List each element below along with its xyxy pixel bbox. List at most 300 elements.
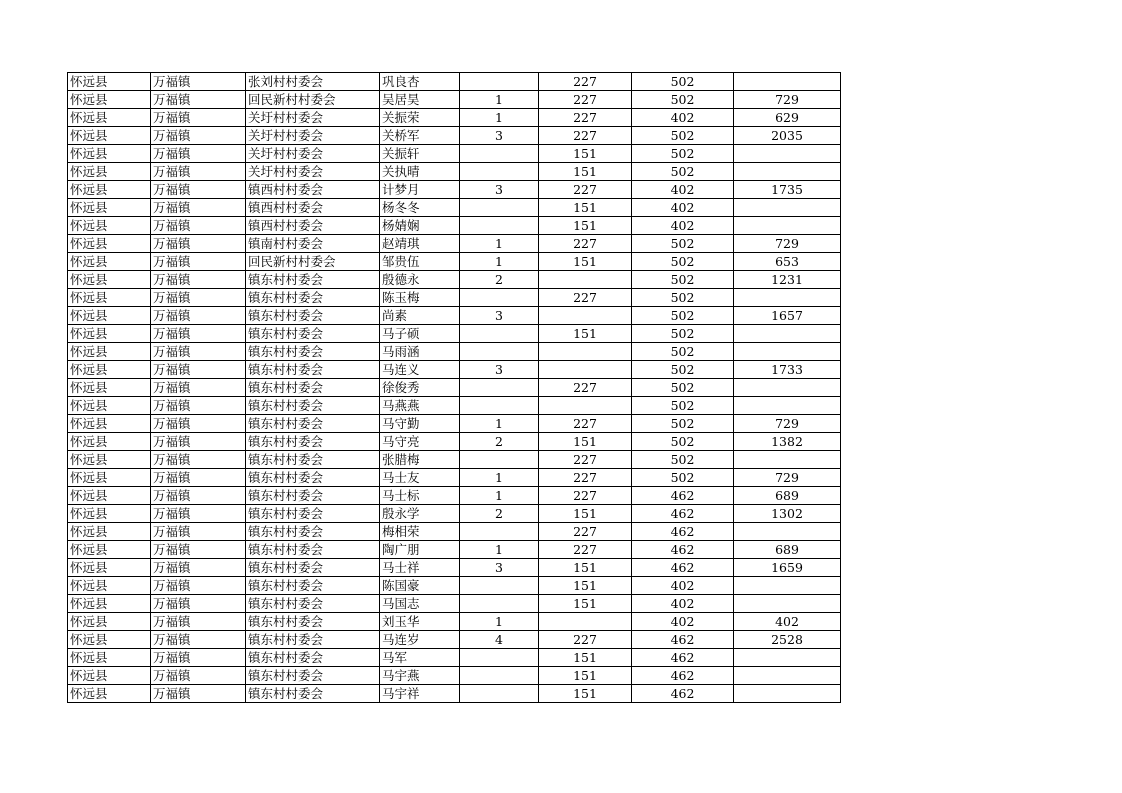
value-a-cell: 227 (539, 379, 632, 397)
county-cell: 怀远县 (68, 145, 151, 163)
village-cell: 镇东村村委会 (246, 559, 380, 577)
table-row (68, 379, 841, 397)
value-b-cell: 502 (632, 127, 734, 145)
village-cell: 镇东村村委会 (246, 541, 380, 559)
name-cell: 陶广朋 (380, 541, 460, 559)
town-cell: 万福镇 (151, 235, 246, 253)
name-cell: 马雨涵 (380, 343, 460, 361)
town-cell: 万福镇 (151, 163, 246, 181)
county-cell: 怀远县 (68, 325, 151, 343)
count-cell: 3 (460, 127, 539, 145)
count-cell: 3 (460, 559, 539, 577)
count-cell (460, 667, 539, 685)
name-cell: 马士友 (380, 469, 460, 487)
name-cell: 张腊梅 (380, 451, 460, 469)
town-cell: 万福镇 (151, 577, 246, 595)
value-b-cell: 402 (632, 613, 734, 631)
total-cell: 729 (734, 469, 841, 487)
value-b-cell: 402 (632, 199, 734, 217)
village-cell: 回民新村村委会 (246, 91, 380, 109)
value-a-cell: 227 (539, 541, 632, 559)
total-cell: 1659 (734, 559, 841, 577)
name-cell: 马士祥 (380, 559, 460, 577)
count-cell: 2 (460, 505, 539, 523)
town-cell: 万福镇 (151, 361, 246, 379)
count-cell: 1 (460, 415, 539, 433)
value-a-cell: 151 (539, 595, 632, 613)
town-cell: 万福镇 (151, 379, 246, 397)
village-cell: 镇西村村委会 (246, 217, 380, 235)
name-cell: 吴居昊 (380, 91, 460, 109)
value-a-cell: 227 (539, 127, 632, 145)
total-cell: 629 (734, 109, 841, 127)
name-cell: 马守勤 (380, 415, 460, 433)
name-cell: 杨婧娴 (380, 217, 460, 235)
count-cell (460, 145, 539, 163)
total-cell (734, 451, 841, 469)
total-cell (734, 523, 841, 541)
value-a-cell: 227 (539, 631, 632, 649)
town-cell: 万福镇 (151, 145, 246, 163)
count-cell: 2 (460, 271, 539, 289)
county-cell: 怀远县 (68, 361, 151, 379)
value-b-cell: 502 (632, 361, 734, 379)
table-row (68, 181, 841, 199)
village-cell: 镇东村村委会 (246, 577, 380, 595)
town-cell: 万福镇 (151, 559, 246, 577)
value-b-cell: 502 (632, 235, 734, 253)
name-cell: 关桥军 (380, 127, 460, 145)
county-cell: 怀远县 (68, 397, 151, 415)
total-cell (734, 217, 841, 235)
table-row (68, 451, 841, 469)
count-cell (460, 685, 539, 703)
county-cell: 怀远县 (68, 685, 151, 703)
value-a-cell (539, 343, 632, 361)
value-a-cell: 151 (539, 145, 632, 163)
value-b-cell: 502 (632, 433, 734, 451)
total-cell (734, 577, 841, 595)
total-cell (734, 343, 841, 361)
town-cell: 万福镇 (151, 271, 246, 289)
name-cell: 关振荣 (380, 109, 460, 127)
village-cell: 镇东村村委会 (246, 631, 380, 649)
count-cell: 3 (460, 307, 539, 325)
value-b-cell: 502 (632, 307, 734, 325)
name-cell: 马连义 (380, 361, 460, 379)
total-cell (734, 145, 841, 163)
value-a-cell: 151 (539, 649, 632, 667)
table-row (68, 469, 841, 487)
value-b-cell: 462 (632, 487, 734, 505)
value-a-cell: 151 (539, 199, 632, 217)
value-a-cell: 151 (539, 217, 632, 235)
name-cell: 计梦月 (380, 181, 460, 199)
total-cell (734, 199, 841, 217)
village-cell: 镇东村村委会 (246, 361, 380, 379)
village-cell: 镇东村村委会 (246, 289, 380, 307)
county-cell: 怀远县 (68, 343, 151, 361)
village-cell: 镇东村村委会 (246, 595, 380, 613)
town-cell: 万福镇 (151, 289, 246, 307)
value-b-cell: 502 (632, 289, 734, 307)
town-cell: 万福镇 (151, 343, 246, 361)
town-cell: 万福镇 (151, 307, 246, 325)
total-cell: 653 (734, 253, 841, 271)
total-cell: 2528 (734, 631, 841, 649)
name-cell: 梅相荣 (380, 523, 460, 541)
village-cell: 镇东村村委会 (246, 487, 380, 505)
village-cell: 镇东村村委会 (246, 667, 380, 685)
value-b-cell: 462 (632, 541, 734, 559)
county-cell: 怀远县 (68, 73, 151, 91)
value-b-cell: 502 (632, 451, 734, 469)
town-cell: 万福镇 (151, 469, 246, 487)
village-cell: 镇东村村委会 (246, 307, 380, 325)
table-row (68, 577, 841, 595)
value-a-cell (539, 361, 632, 379)
name-cell: 刘玉华 (380, 613, 460, 631)
table-row (68, 649, 841, 667)
value-b-cell: 502 (632, 469, 734, 487)
village-cell: 镇南村村委会 (246, 235, 380, 253)
total-cell: 402 (734, 613, 841, 631)
village-cell: 镇东村村委会 (246, 343, 380, 361)
count-cell: 3 (460, 361, 539, 379)
count-cell (460, 199, 539, 217)
value-a-cell: 151 (539, 433, 632, 451)
village-cell: 关圩村村委会 (246, 127, 380, 145)
name-cell: 徐俊秀 (380, 379, 460, 397)
table-row (68, 505, 841, 523)
count-cell: 1 (460, 541, 539, 559)
village-cell: 镇东村村委会 (246, 685, 380, 703)
town-cell: 万福镇 (151, 685, 246, 703)
total-cell (734, 667, 841, 685)
table-row (68, 91, 841, 109)
count-cell (460, 649, 539, 667)
county-cell: 怀远县 (68, 307, 151, 325)
table-row (68, 253, 841, 271)
value-b-cell: 462 (632, 523, 734, 541)
county-cell: 怀远县 (68, 649, 151, 667)
county-cell: 怀远县 (68, 199, 151, 217)
county-cell: 怀远县 (68, 235, 151, 253)
town-cell: 万福镇 (151, 649, 246, 667)
table-row (68, 343, 841, 361)
county-cell: 怀远县 (68, 469, 151, 487)
value-b-cell: 502 (632, 163, 734, 181)
county-cell: 怀远县 (68, 217, 151, 235)
name-cell: 杨冬冬 (380, 199, 460, 217)
table-row (68, 235, 841, 253)
value-b-cell: 462 (632, 559, 734, 577)
name-cell: 陈玉梅 (380, 289, 460, 307)
total-cell (734, 685, 841, 703)
value-a-cell: 227 (539, 469, 632, 487)
county-cell: 怀远县 (68, 181, 151, 199)
name-cell: 关执晴 (380, 163, 460, 181)
name-cell: 马子硕 (380, 325, 460, 343)
count-cell (460, 217, 539, 235)
town-cell: 万福镇 (151, 667, 246, 685)
value-a-cell (539, 397, 632, 415)
table-row (68, 523, 841, 541)
county-cell: 怀远县 (68, 163, 151, 181)
value-a-cell: 227 (539, 91, 632, 109)
table-row (68, 271, 841, 289)
village-cell: 镇东村村委会 (246, 505, 380, 523)
value-b-cell: 462 (632, 631, 734, 649)
total-cell: 2035 (734, 127, 841, 145)
count-cell (460, 451, 539, 469)
town-cell: 万福镇 (151, 199, 246, 217)
county-cell: 怀远县 (68, 667, 151, 685)
table-row (68, 109, 841, 127)
value-a-cell: 151 (539, 559, 632, 577)
table-row (68, 685, 841, 703)
table-row (68, 613, 841, 631)
name-cell: 马宇祥 (380, 685, 460, 703)
table-row (68, 361, 841, 379)
village-cell: 镇西村村委会 (246, 199, 380, 217)
count-cell: 1 (460, 91, 539, 109)
total-cell (734, 649, 841, 667)
name-cell: 马国志 (380, 595, 460, 613)
county-cell: 怀远县 (68, 613, 151, 631)
village-cell: 张刘村村委会 (246, 73, 380, 91)
town-cell: 万福镇 (151, 595, 246, 613)
value-a-cell: 151 (539, 253, 632, 271)
count-cell: 1 (460, 613, 539, 631)
village-cell: 镇东村村委会 (246, 379, 380, 397)
value-a-cell: 151 (539, 163, 632, 181)
county-cell: 怀远县 (68, 505, 151, 523)
value-a-cell: 227 (539, 73, 632, 91)
name-cell: 马军 (380, 649, 460, 667)
name-cell: 关振轩 (380, 145, 460, 163)
table-row (68, 289, 841, 307)
value-a-cell: 227 (539, 415, 632, 433)
table-row (68, 631, 841, 649)
table-row (68, 73, 841, 91)
table-row (68, 127, 841, 145)
town-cell: 万福镇 (151, 109, 246, 127)
value-a-cell: 227 (539, 289, 632, 307)
value-a-cell: 151 (539, 505, 632, 523)
name-cell: 殷德永 (380, 271, 460, 289)
value-b-cell: 502 (632, 253, 734, 271)
value-a-cell: 151 (539, 685, 632, 703)
total-cell: 689 (734, 487, 841, 505)
value-b-cell: 462 (632, 667, 734, 685)
name-cell: 马守亮 (380, 433, 460, 451)
count-cell (460, 163, 539, 181)
village-cell: 镇东村村委会 (246, 649, 380, 667)
county-cell: 怀远县 (68, 289, 151, 307)
value-a-cell: 151 (539, 667, 632, 685)
county-cell: 怀远县 (68, 451, 151, 469)
village-cell: 回民新村村委会 (246, 253, 380, 271)
value-a-cell: 227 (539, 487, 632, 505)
town-cell: 万福镇 (151, 433, 246, 451)
name-cell: 殷永学 (380, 505, 460, 523)
table-row (68, 217, 841, 235)
count-cell: 1 (460, 235, 539, 253)
value-b-cell: 462 (632, 685, 734, 703)
value-a-cell: 227 (539, 523, 632, 541)
total-cell: 729 (734, 91, 841, 109)
town-cell: 万福镇 (151, 397, 246, 415)
village-cell: 镇东村村委会 (246, 271, 380, 289)
village-cell: 镇东村村委会 (246, 415, 380, 433)
county-cell: 怀远县 (68, 577, 151, 595)
table-row (68, 325, 841, 343)
total-cell: 1302 (734, 505, 841, 523)
value-b-cell: 502 (632, 415, 734, 433)
town-cell: 万福镇 (151, 91, 246, 109)
table-row (68, 541, 841, 559)
table-row (68, 199, 841, 217)
total-cell (734, 595, 841, 613)
count-cell (460, 595, 539, 613)
county-cell: 怀远县 (68, 433, 151, 451)
count-cell (460, 73, 539, 91)
town-cell: 万福镇 (151, 541, 246, 559)
count-cell (460, 577, 539, 595)
county-cell: 怀远县 (68, 127, 151, 145)
county-cell: 怀远县 (68, 379, 151, 397)
value-a-cell (539, 613, 632, 631)
table-row (68, 415, 841, 433)
total-cell: 729 (734, 235, 841, 253)
count-cell (460, 397, 539, 415)
village-cell: 关圩村村委会 (246, 145, 380, 163)
name-cell: 赵靖琪 (380, 235, 460, 253)
total-cell: 1231 (734, 271, 841, 289)
village-cell: 镇东村村委会 (246, 325, 380, 343)
total-cell (734, 289, 841, 307)
count-cell: 3 (460, 181, 539, 199)
data-table (67, 72, 841, 703)
town-cell: 万福镇 (151, 415, 246, 433)
value-b-cell: 502 (632, 325, 734, 343)
town-cell: 万福镇 (151, 631, 246, 649)
total-cell (734, 397, 841, 415)
county-cell: 怀远县 (68, 109, 151, 127)
value-b-cell: 502 (632, 379, 734, 397)
town-cell: 万福镇 (151, 613, 246, 631)
town-cell: 万福镇 (151, 451, 246, 469)
table-row (68, 667, 841, 685)
count-cell: 1 (460, 487, 539, 505)
town-cell: 万福镇 (151, 127, 246, 145)
total-cell: 689 (734, 541, 841, 559)
value-b-cell: 502 (632, 397, 734, 415)
name-cell: 陈国豪 (380, 577, 460, 595)
county-cell: 怀远县 (68, 523, 151, 541)
town-cell: 万福镇 (151, 253, 246, 271)
value-b-cell: 502 (632, 343, 734, 361)
value-b-cell: 502 (632, 145, 734, 163)
name-cell: 马士标 (380, 487, 460, 505)
total-cell (734, 325, 841, 343)
total-cell: 1735 (734, 181, 841, 199)
table-row (68, 487, 841, 505)
county-cell: 怀远县 (68, 91, 151, 109)
count-cell (460, 379, 539, 397)
value-b-cell: 402 (632, 577, 734, 595)
total-cell (734, 379, 841, 397)
value-a-cell (539, 271, 632, 289)
table-row (68, 307, 841, 325)
value-b-cell: 402 (632, 181, 734, 199)
total-cell (734, 163, 841, 181)
value-b-cell: 502 (632, 73, 734, 91)
total-cell: 1382 (734, 433, 841, 451)
village-cell: 镇东村村委会 (246, 397, 380, 415)
table-row (68, 163, 841, 181)
value-a-cell: 227 (539, 109, 632, 127)
county-cell: 怀远县 (68, 253, 151, 271)
value-b-cell: 502 (632, 91, 734, 109)
town-cell: 万福镇 (151, 181, 246, 199)
value-b-cell: 462 (632, 505, 734, 523)
village-cell: 镇东村村委会 (246, 613, 380, 631)
count-cell: 2 (460, 433, 539, 451)
table-row (68, 397, 841, 415)
county-cell: 怀远县 (68, 631, 151, 649)
name-cell: 马连岁 (380, 631, 460, 649)
table-body (68, 73, 841, 703)
count-cell: 1 (460, 469, 539, 487)
name-cell: 马燕燕 (380, 397, 460, 415)
count-cell: 4 (460, 631, 539, 649)
county-cell: 怀远县 (68, 595, 151, 613)
name-cell: 马宇燕 (380, 667, 460, 685)
table-row (68, 433, 841, 451)
county-cell: 怀远县 (68, 541, 151, 559)
value-b-cell: 502 (632, 271, 734, 289)
count-cell (460, 289, 539, 307)
town-cell: 万福镇 (151, 325, 246, 343)
village-cell: 镇东村村委会 (246, 433, 380, 451)
village-cell: 镇西村村委会 (246, 181, 380, 199)
county-cell: 怀远县 (68, 271, 151, 289)
count-cell: 1 (460, 253, 539, 271)
count-cell (460, 343, 539, 361)
value-a-cell: 151 (539, 325, 632, 343)
value-b-cell: 402 (632, 595, 734, 613)
table-row (68, 145, 841, 163)
town-cell: 万福镇 (151, 217, 246, 235)
name-cell: 邹贵伍 (380, 253, 460, 271)
total-cell: 729 (734, 415, 841, 433)
county-cell: 怀远县 (68, 415, 151, 433)
value-b-cell: 402 (632, 109, 734, 127)
count-cell: 1 (460, 109, 539, 127)
town-cell: 万福镇 (151, 487, 246, 505)
name-cell: 尚素 (380, 307, 460, 325)
county-cell: 怀远县 (68, 487, 151, 505)
value-a-cell (539, 307, 632, 325)
total-cell (734, 73, 841, 91)
table-row (68, 595, 841, 613)
table-row (68, 559, 841, 577)
town-cell: 万福镇 (151, 523, 246, 541)
village-cell: 镇东村村委会 (246, 469, 380, 487)
town-cell: 万福镇 (151, 505, 246, 523)
